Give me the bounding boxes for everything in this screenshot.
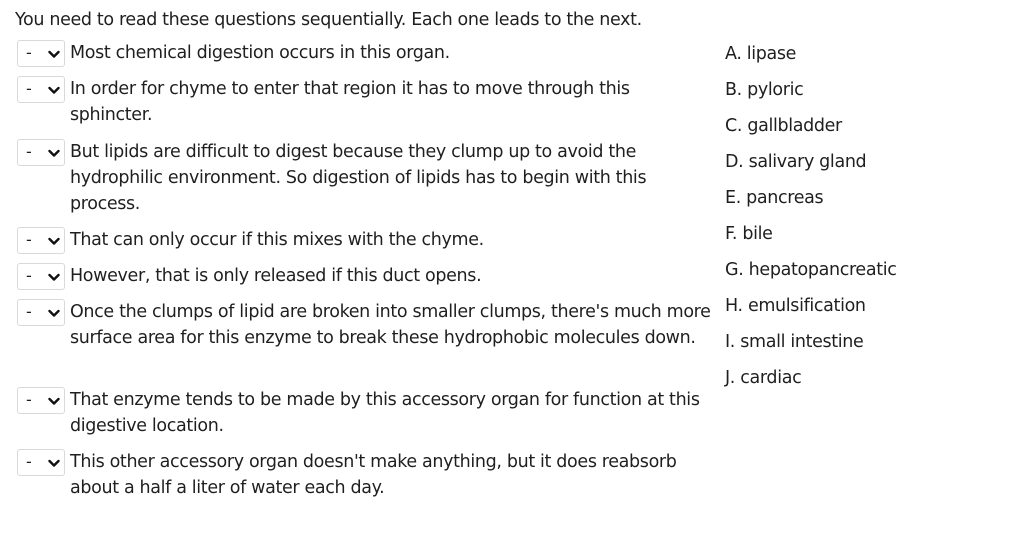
question-text: In order for chyme to enter that region it has to move through this sphincter. bbox=[70, 79, 630, 125]
answer-text: small intestine bbox=[740, 332, 864, 352]
answer-letter: A. bbox=[725, 44, 742, 64]
answer-select[interactable] bbox=[17, 299, 65, 326]
answer-text: cardiac bbox=[740, 368, 802, 388]
answer-select[interactable] bbox=[17, 40, 65, 67]
chevron-down-icon bbox=[48, 50, 60, 59]
chevron-down-icon bbox=[48, 237, 60, 246]
answer-option bbox=[725, 223, 773, 245]
answer-letter: J. bbox=[725, 368, 736, 388]
answer-text: emulsification bbox=[747, 296, 866, 316]
question-text: That enzyme tends to be made by this accessory organ for function at this digestive location. bbox=[70, 390, 700, 436]
answer-letter: F. bbox=[725, 224, 738, 244]
select-value: - bbox=[26, 230, 32, 249]
answer-option bbox=[725, 115, 842, 137]
answer-letter: E. bbox=[725, 188, 741, 208]
answer-select[interactable] bbox=[17, 76, 65, 103]
select-value: - bbox=[26, 266, 32, 285]
question-text: Most chemical digestion occurs in this organ. bbox=[70, 43, 450, 63]
answer-text: pancreas bbox=[746, 188, 824, 208]
answer-letter: H. bbox=[725, 296, 743, 316]
question-text: However, that is only released if this duct opens. bbox=[70, 266, 482, 286]
answer-select[interactable] bbox=[17, 263, 65, 290]
question-text: This other accessory organ doesn't make anything, but it does reabsorb about a half a liter of water each day. bbox=[70, 452, 677, 498]
instructions-text: You need to read these questions sequentially. Each one leads to the next. bbox=[15, 10, 642, 30]
question-text: But lipids are difficult to digest because they clump up to avoid the hydrophilic environment. So digestion of lipids has to begin with this process. bbox=[70, 142, 647, 214]
answer-option bbox=[725, 367, 801, 389]
chevron-down-icon bbox=[48, 459, 60, 468]
answer-select[interactable] bbox=[17, 449, 65, 476]
answer-text: lipase bbox=[746, 44, 797, 64]
chevron-down-icon bbox=[48, 273, 60, 282]
question-text: Once the clumps of lipid are broken into smaller clumps, there's much more surface area for this enzyme to break these hydrophobic molecules down. bbox=[70, 302, 711, 348]
select-value: - bbox=[26, 452, 32, 471]
answer-letter: C. bbox=[725, 116, 743, 136]
answer-option bbox=[725, 79, 803, 101]
answer-select[interactable] bbox=[17, 139, 65, 166]
answer-text: pyloric bbox=[747, 80, 804, 100]
answer-text: bile bbox=[742, 224, 773, 244]
answer-option bbox=[725, 295, 866, 317]
chevron-down-icon bbox=[48, 149, 60, 158]
answer-text: hepatopancreatic bbox=[748, 260, 897, 280]
answer-select[interactable] bbox=[17, 227, 65, 254]
answer-letter: G. bbox=[725, 260, 744, 280]
answer-select[interactable] bbox=[17, 387, 65, 414]
chevron-down-icon bbox=[48, 86, 60, 95]
select-value: - bbox=[26, 79, 32, 98]
answer-letter: D. bbox=[725, 152, 744, 172]
answer-option bbox=[725, 43, 796, 65]
question-text: That can only occur if this mixes with the chyme. bbox=[70, 230, 484, 250]
chevron-down-icon bbox=[48, 309, 60, 318]
chevron-down-icon bbox=[48, 397, 60, 406]
select-value: - bbox=[26, 142, 32, 161]
answer-text: gallbladder bbox=[747, 116, 842, 136]
answer-option bbox=[725, 259, 897, 281]
answer-text: salivary gland bbox=[748, 152, 867, 172]
answer-option bbox=[725, 151, 866, 173]
answer-option bbox=[725, 331, 863, 353]
answer-option bbox=[725, 187, 823, 209]
select-value: - bbox=[26, 390, 32, 409]
select-value: - bbox=[26, 43, 32, 62]
select-value: - bbox=[26, 302, 32, 321]
answer-letter: I. bbox=[725, 332, 736, 352]
answer-letter: B. bbox=[725, 80, 742, 100]
